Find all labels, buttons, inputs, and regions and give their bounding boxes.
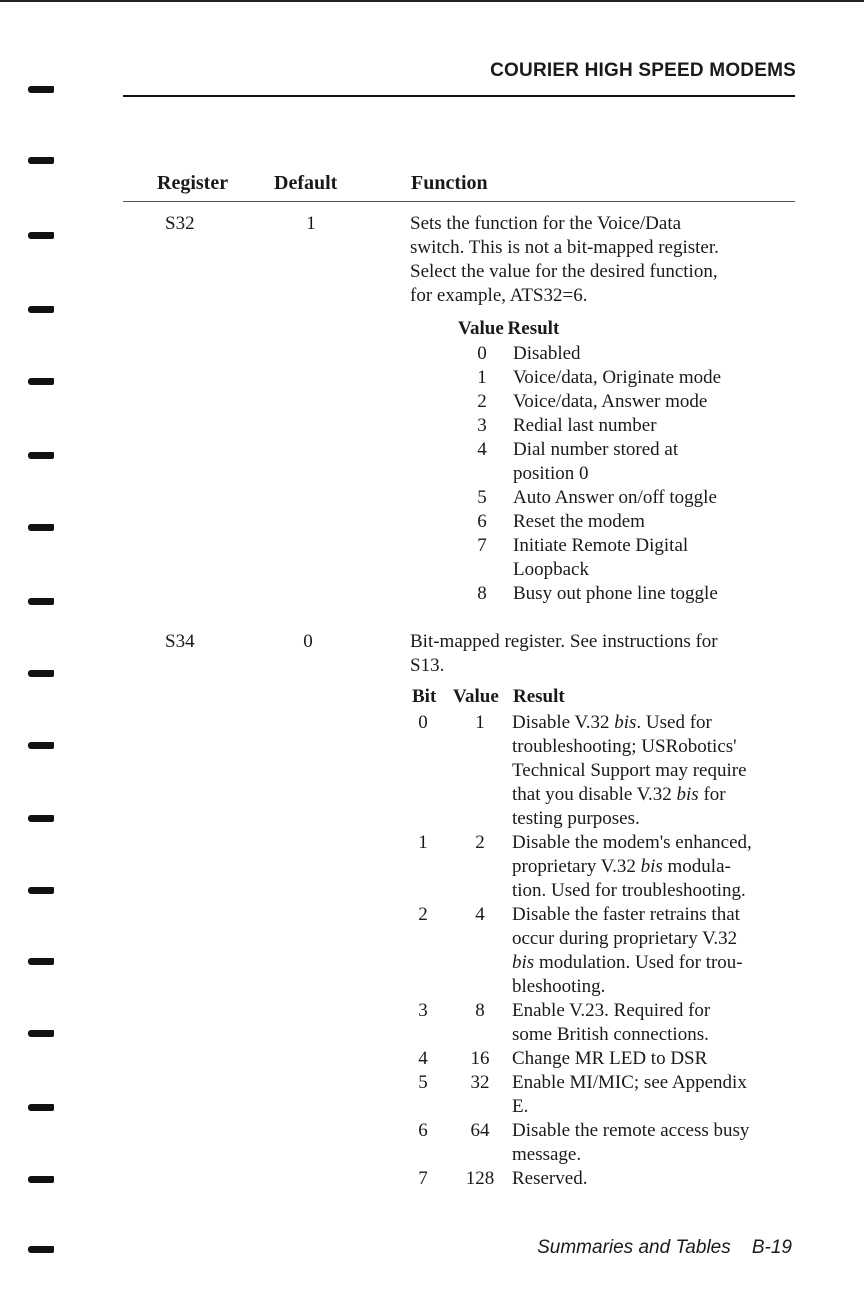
register-s32-result-line: Redial last number (513, 415, 657, 436)
register-s34-bit: 2 (418, 904, 428, 925)
register-s34-result-line: troubleshooting; USRobotics' (512, 736, 737, 757)
register-s32-result-line: Auto Answer on/off toggle (513, 487, 717, 508)
column-header-function: Function (411, 172, 488, 194)
register-s32-result-line: Dial number stored at (513, 439, 679, 460)
register-s34-result-line: bis modulation. Used for trou- (512, 952, 743, 973)
register-s32-description-line: Sets the function for the Voice/Data (410, 213, 682, 234)
register-s34-result-line: Technical Support may require (512, 760, 747, 781)
register-s34-bit: 4 (418, 1048, 428, 1069)
register-s34-result-line: Disable the remote access busy (512, 1120, 750, 1141)
register-s34-result-line: testing purposes. (512, 808, 640, 829)
register-s32-description-line: for example, ATS32=6. (410, 285, 588, 306)
register-s32-result-line: position 0 (513, 463, 589, 484)
register-s32-result-line: Initiate Remote Digital (513, 535, 689, 556)
register-s32-description-line: switch. This is not a bit-mapped register. (410, 237, 719, 258)
register-s34-result-line: message. (512, 1144, 582, 1165)
register-s32-result-line: Reset the modem (513, 511, 645, 532)
register-s32-name: S32 (165, 213, 195, 234)
register-s34-header-value: Value (453, 686, 499, 707)
register-s34-value: 8 (475, 1000, 485, 1021)
top-edge-line (0, 0, 864, 2)
register-s34-value: 2 (475, 832, 485, 853)
register-s32-description-line: Select the value for the desired function, (410, 261, 718, 282)
register-s32-result-line: Voice/data, Originate mode (513, 367, 722, 388)
register-s32-table-header: Value Result (458, 318, 560, 339)
register-s32-result-line: Busy out phone line toggle (513, 583, 718, 604)
register-s32-value: 6 (477, 511, 487, 532)
register-s34-value: 1 (475, 712, 485, 733)
footer-section: Summaries and Tables (537, 1237, 731, 1258)
register-s34-result-line: that you disable V.32 bis for (512, 784, 726, 805)
register-s34-value: 16 (470, 1048, 490, 1069)
register-s32-result-line: Disabled (513, 343, 581, 364)
register-s32-value: 2 (477, 391, 487, 412)
register-s34-result-line: Disable the modem's enhanced, (512, 832, 752, 853)
register-s34-value: 64 (470, 1120, 490, 1141)
register-s34-result-line: bleshooting. (512, 976, 606, 997)
register-s34-result-line: Enable V.23. Required for (512, 1000, 711, 1021)
register-s34-value: 128 (465, 1168, 495, 1189)
register-s34-description-line: S13. (410, 655, 445, 676)
register-s34-result-line: some British connections. (512, 1024, 709, 1045)
register-s34-bit: 0 (418, 712, 428, 733)
register-s34-bit: 7 (418, 1168, 428, 1189)
register-s34-result-line: occur during proprietary V.32 (512, 928, 738, 949)
page-header-title: COURIER HIGH SPEED MODEMS (490, 60, 796, 81)
register-s34-result-line: Disable the faster retrains that (512, 904, 740, 925)
column-header-register: Register (157, 172, 229, 194)
register-s34-header-result: Result (513, 686, 565, 707)
register-s34-bit: 3 (418, 1000, 428, 1021)
register-s34-bit: 1 (418, 832, 428, 853)
register-s32-value: 8 (477, 583, 487, 604)
register-s34-result-line: tion. Used for troubleshooting. (512, 880, 746, 901)
register-s34-result-line: Change MR LED to DSR (512, 1048, 708, 1069)
register-s32-value: 3 (477, 415, 487, 436)
register-s34-result-line: E. (512, 1096, 529, 1117)
register-s32-result-line: Loopback (513, 559, 589, 580)
register-s34-result-line: Reserved. (512, 1168, 588, 1189)
register-s34-header-bit: Bit (412, 686, 437, 707)
column-header-rule (123, 201, 795, 202)
register-s34-name: S34 (165, 631, 195, 652)
register-s34-value: 32 (470, 1072, 490, 1093)
register-s32-value: 7 (477, 535, 487, 556)
register-s32-value: 1 (477, 367, 487, 388)
register-s34-bit: 5 (418, 1072, 428, 1093)
register-s34-result-line: Enable MI/MIC; see Appendix (512, 1072, 747, 1093)
register-s34-value: 4 (475, 904, 485, 925)
page-footer (537, 1237, 792, 1259)
register-s32-value: 0 (477, 343, 487, 364)
register-s32-value: 5 (477, 487, 487, 508)
header-rule (123, 95, 795, 97)
column-header-default: Default (274, 172, 338, 194)
register-s34-bit: 6 (418, 1120, 428, 1141)
register-s34-result-line: Disable V.32 bis. Used for (512, 712, 712, 733)
register-s34-description-line: Bit-mapped register. See instructions for (410, 631, 718, 652)
register-s32-default: 1 (306, 213, 316, 234)
register-s32-result-line: Voice/data, Answer mode (513, 391, 708, 412)
register-s34-default: 0 (303, 631, 313, 652)
footer-page-number: B-19 (751, 1237, 792, 1258)
register-s32-value: 4 (477, 439, 487, 460)
register-s34-result-line: proprietary V.32 bis modula- (512, 856, 731, 877)
